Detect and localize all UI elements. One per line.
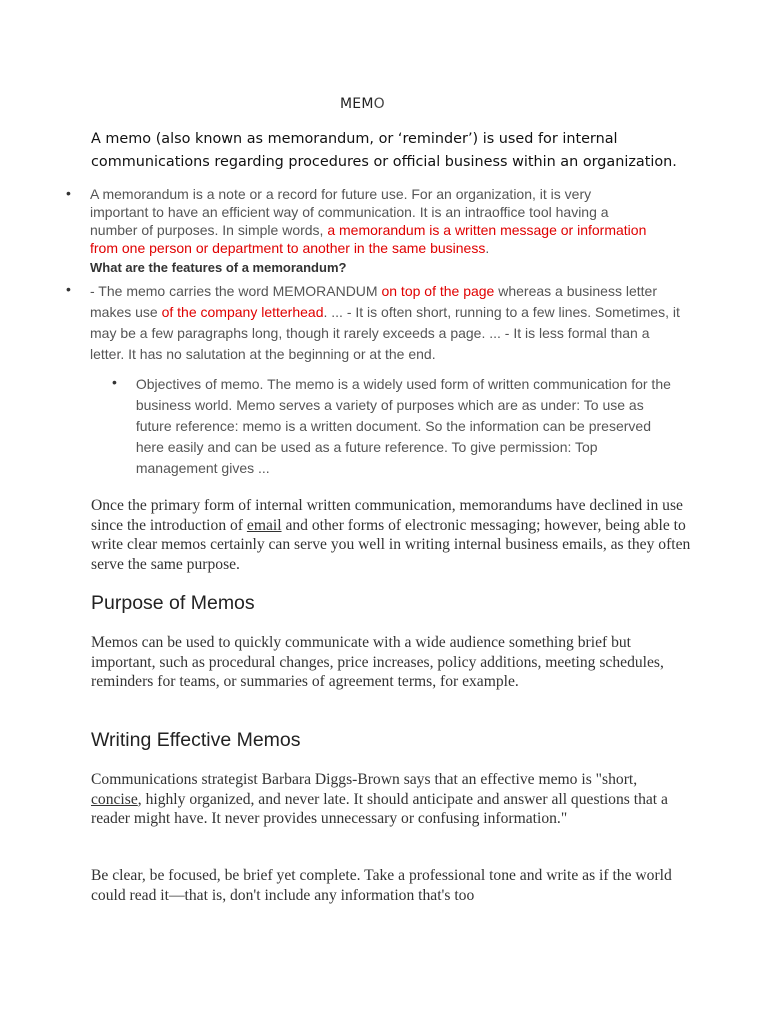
bullet-icon: • xyxy=(66,185,71,201)
paragraph-advice: Be clear, be focused, be brief yet complete. Take a professional tone and write as if the world could read it—that is, don't include any information that's too xyxy=(91,867,672,904)
bullet-text: A memorandum is a note or a record for future use. For an organization, it is very important to have an efficient way of communication. It is an intraoffice tool having a number of purposes. In simple words, a memorandum is a written message or information from one person or department to another in the same business. xyxy=(90,186,647,256)
highlighted-text: of the company letterhead xyxy=(161,304,324,320)
title-last-letter: O xyxy=(373,96,385,112)
document-title xyxy=(340,96,385,112)
bullet-item-objectives xyxy=(112,374,672,479)
email-link[interactable]: email xyxy=(246,516,282,534)
bullet-icon: • xyxy=(66,281,71,297)
title-main: MEM xyxy=(340,96,374,112)
bullet-item-definition xyxy=(66,185,666,257)
concise-link[interactable]: concise xyxy=(91,790,138,808)
bullet-text: Objectives of memo. The memo is a widely used form of written communication for the business world. Memo serves a variety of purposes which are as under: To use as future reference: memo is a written document. So the information can be preserved here easily and can be used as a future reference. To give permission: Top management gives ... xyxy=(135,376,671,476)
features-question: What are the features of a memorandum? xyxy=(90,260,347,275)
highlighted-text: on top of the page xyxy=(381,283,495,299)
paragraph-history: Once the primary form of internal written communication, memorandums have declined in use since the introduction of email and other forms of electronic messaging; however, being able to write clear memos certainly can serve you well in writing internal business emails, as they often serve the same purpose. xyxy=(91,497,691,573)
paragraph-purpose: Memos can be used to quickly communicate with a wide audience something brief but important, such as procedural changes, price increases, policy additions, meeting schedules, reminders for teams, or summaries of agreement terms, for example. xyxy=(91,634,664,690)
highlighted-text: a memorandum is a written message or information from one person or department to another in the same business xyxy=(90,222,647,256)
paragraph-quote: Communications strategist Barbara Diggs-Brown says that an effective memo is "short, concise, highly organized, and never late. It should anticipate and answer all questions that a reader might have. It never provides unnecessary or confusing information." xyxy=(91,771,668,827)
bullet-item-features xyxy=(66,281,686,365)
intro-paragraph: A memo (also known as memorandum, or ‘reminder’) is used for internal communications regarding procedures or official business within an organization. xyxy=(91,131,677,170)
bullet-text: - The memo carries the word MEMORANDUM on top of the page whereas a business letter makes use of the company letterhead. ... - It is often short, running to a few lines. Sometimes, it may be a few paragraphs long, though it rarely exceeds a page. ... - It is less formal than a letter. It has no salutation at the beginning or at the end. xyxy=(90,283,680,362)
heading-purpose: Purpose of Memos xyxy=(91,592,255,614)
heading-writing: Writing Effective Memos xyxy=(91,729,301,751)
bullet-icon: • xyxy=(112,374,117,390)
